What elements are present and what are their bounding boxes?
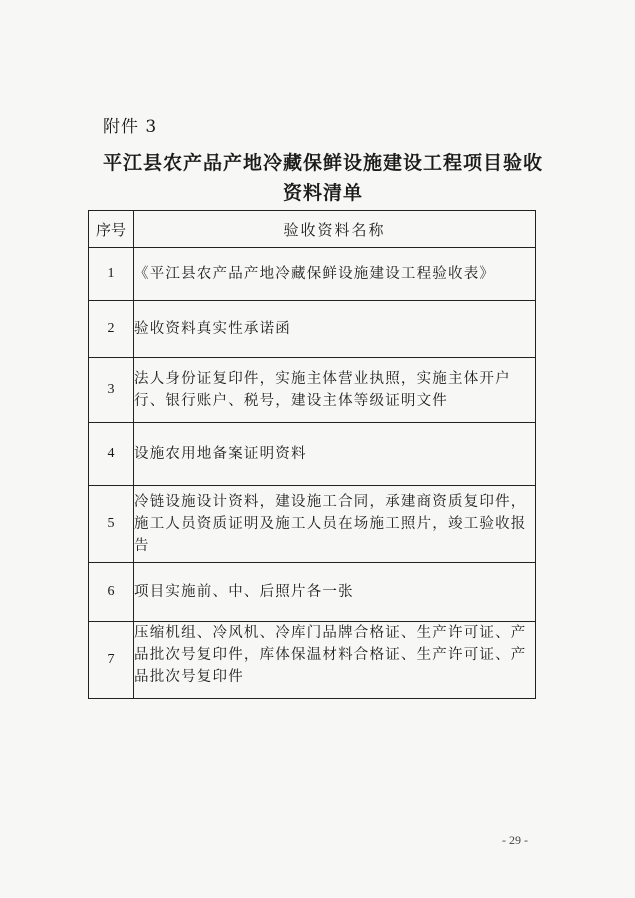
acceptance-materials-table bbox=[88, 210, 536, 699]
page-number: - 29 - bbox=[502, 833, 528, 847]
row-material-name: 项目实施前、中、后照片各一张 bbox=[134, 563, 536, 622]
table-row bbox=[89, 301, 536, 358]
row-number: 5 bbox=[89, 486, 134, 563]
row-material-name: 设施农用地备案证明资料 bbox=[134, 423, 536, 486]
row-number: 4 bbox=[89, 423, 134, 486]
row-number: 3 bbox=[89, 358, 134, 423]
document-title-line-1: 平江县农产品产地冷藏保鲜设施建设工程项目验收 bbox=[102, 152, 543, 174]
table-row bbox=[89, 622, 536, 699]
row-number: 7 bbox=[89, 622, 134, 699]
header-serial-number: 序号 bbox=[89, 211, 134, 248]
row-material-name: 《平江县农产品产地冷藏保鲜设施建设工程验收表》 bbox=[134, 248, 536, 301]
header-material-name: 验收资料名称 bbox=[134, 211, 536, 248]
row-number: 6 bbox=[89, 563, 134, 622]
row-material-name: 冷链设施设计资料，建设施工合同，承建商资质复印件，施工人员资质证明及施工人员在场施工照片，竣工验收报告 bbox=[134, 486, 536, 563]
row-material-name: 验收资料真实性承诺函 bbox=[134, 301, 536, 358]
table-row bbox=[89, 486, 536, 563]
row-material-name: 法人身份证复印件，实施主体营业执照，实施主体开户行、银行账户、税号，建设主体等级证明文件 bbox=[134, 358, 536, 423]
table-row bbox=[89, 563, 536, 622]
table-row bbox=[89, 248, 536, 301]
attachment-label: 附件 3 bbox=[103, 117, 158, 137]
document-title-line-2: 资料清单 bbox=[282, 182, 363, 204]
row-number: 2 bbox=[89, 301, 134, 358]
table-row bbox=[89, 358, 536, 423]
table-row bbox=[89, 423, 536, 486]
table-header-row bbox=[89, 211, 536, 248]
row-number: 1 bbox=[89, 248, 134, 301]
row-material-name: 压缩机组、冷风机、冷库门品牌合格证、生产许可证、产品批次号复印件，库体保温材料合格证、生产许可证、产品批次号复印件 bbox=[134, 622, 536, 699]
